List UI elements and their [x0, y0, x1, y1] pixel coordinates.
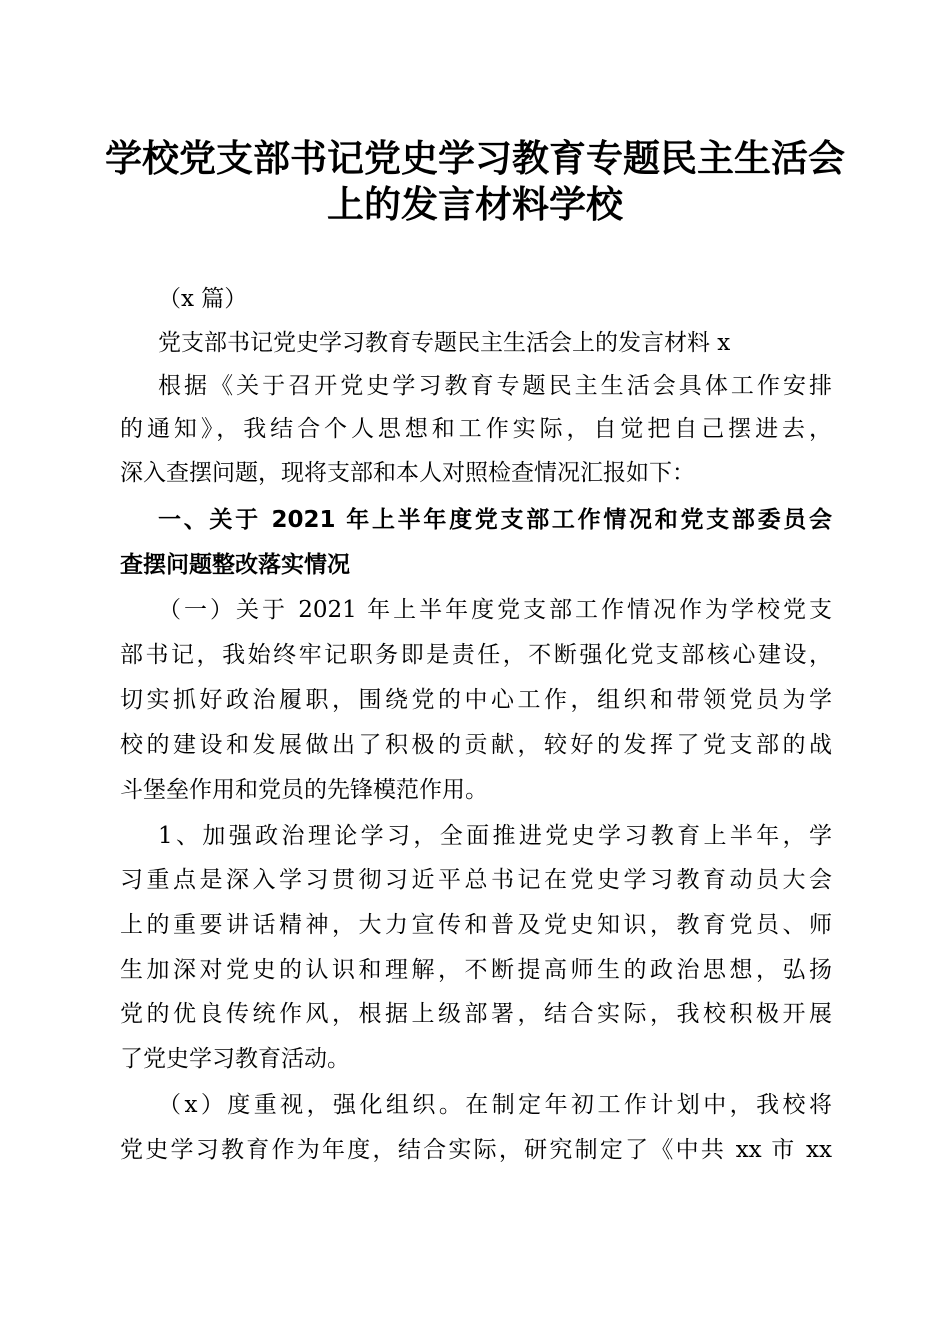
body-line: 深入查摆问题，现将支部和本人对照检查情况汇报如下：	[120, 460, 695, 486]
body-line: 了党史学习教育活动。	[120, 1046, 350, 1072]
section-heading: 一、关于 2021 年上半年度党支部工作情况和党支部委员会	[158, 507, 832, 533]
body-line: 生加深对党史的认识和理解，不断提高师生的政治思想，弘扬	[120, 957, 832, 983]
body-line: （x）度重视，强化组织。在制定年初工作计划中，我校将	[158, 1092, 832, 1118]
body-line: 党史学习教育作为年度，结合实际，研究制定了《中共 xx 市 xx	[120, 1137, 832, 1163]
subtitle-line: 党支部书记党史学习教育专题民主生活会上的发言材料 x	[158, 330, 731, 356]
document-title-line-1: 学校党支部书记党史学习教育专题民主生活会	[105, 136, 845, 180]
body-line: 1、加强政治理论学习，全面推进党史学习教育上半年，学	[158, 823, 832, 849]
chapter-label: （x 篇）	[158, 286, 248, 312]
body-line: 党的优良传统作风，根据上级部署，结合实际，我校积极开展	[120, 1001, 832, 1027]
body-line: 校的建设和发展做出了积极的贡献，较好的发挥了党支部的战	[120, 732, 832, 758]
body-line: 切实抓好政治履职，围绕党的中心工作，组织和带领党员为学	[120, 687, 832, 713]
section-heading: 查摆问题整改落实情况	[120, 552, 350, 578]
body-line: 部书记，我始终牢记职务即是责任，不断强化党支部核心建设，	[120, 642, 832, 668]
body-line: 习重点是深入学习贯彻习近平总书记在党史学习教育动员大会	[120, 867, 832, 893]
body-line: 的通知》，我结合个人思想和工作实际，自觉把自己摆进去，	[120, 416, 832, 442]
document-title-line-2: 上的发言材料学校	[327, 182, 623, 226]
body-line: 根据《关于召开党史学习教育专题民主生活会具体工作安排	[158, 373, 832, 399]
body-line: 上的重要讲话精神，大力宣传和普及党史知识，教育党员、师	[120, 912, 832, 938]
body-line: 斗堡垒作用和党员的先锋模范作用。	[120, 777, 488, 803]
body-line: （一）关于 2021 年上半年度党支部工作情况作为学校党支	[158, 597, 832, 623]
